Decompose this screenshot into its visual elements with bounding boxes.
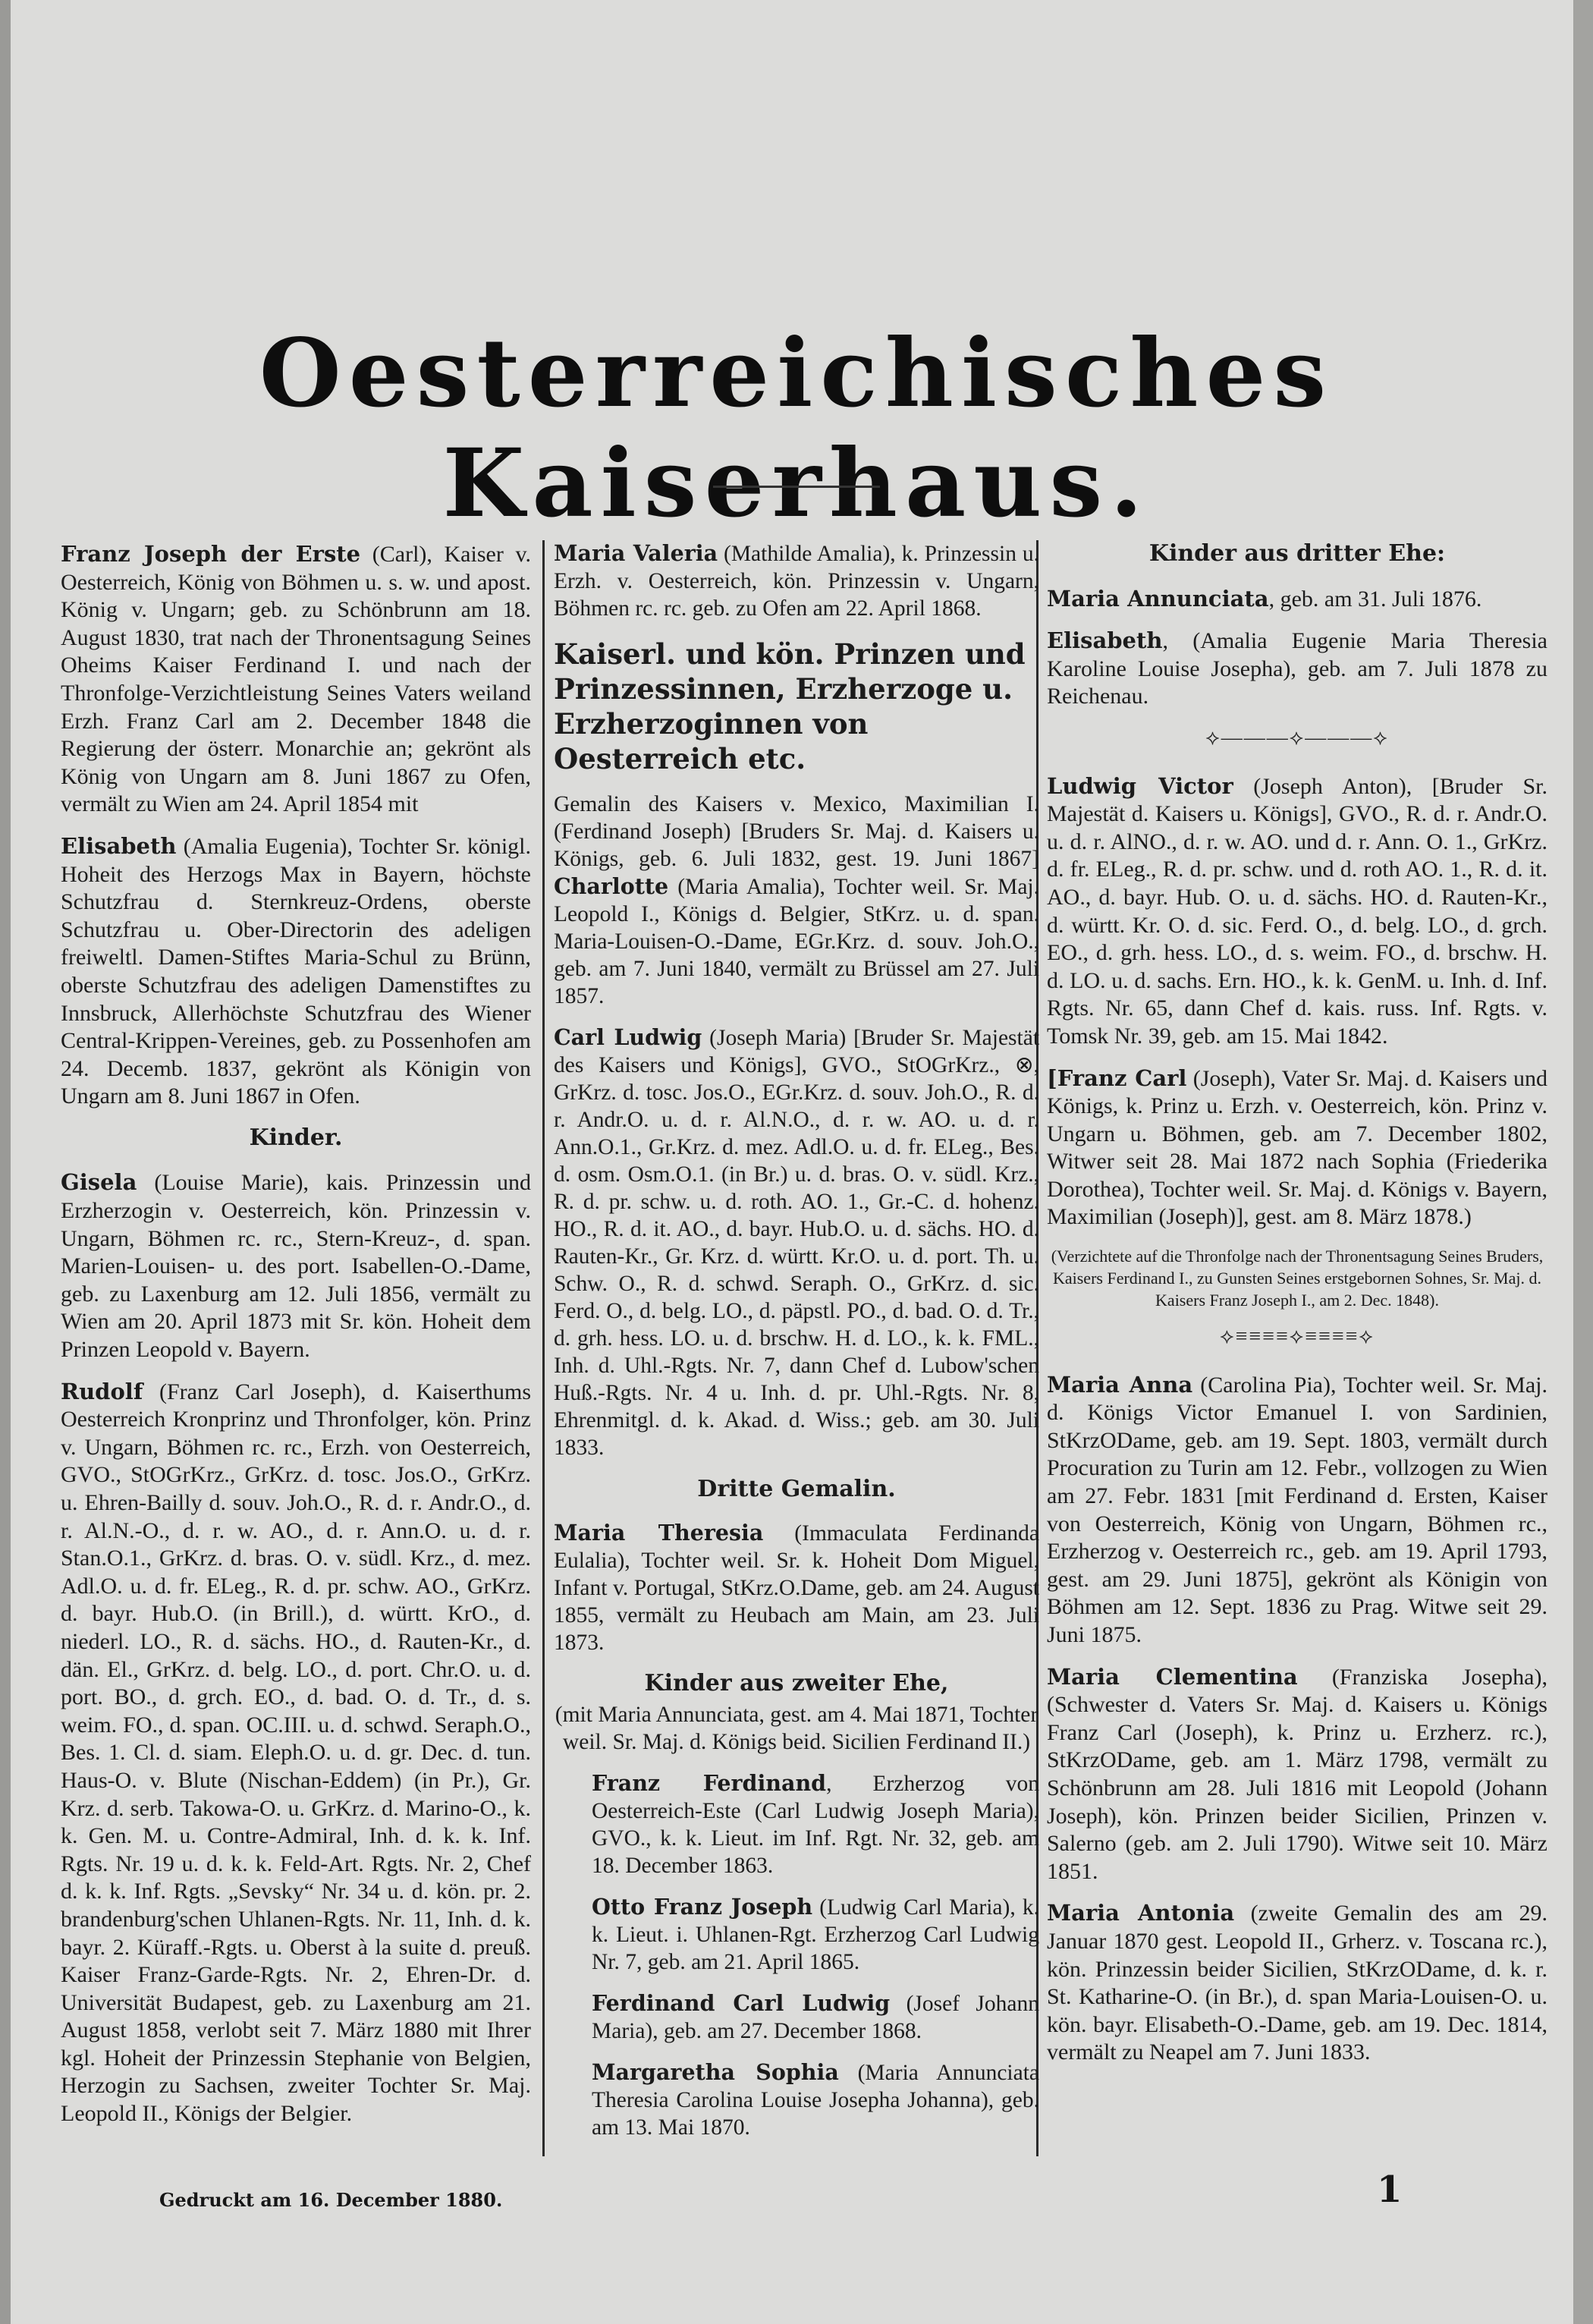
print-date-footer: Gedruckt am 16. December 1880.: [159, 2189, 503, 2211]
column-1: [61, 540, 531, 2142]
entry-maria-valeria: Maria Valeria (Mathilde Amalia), k. Prinzessin u. Erzh. v. Oesterreich, kön. Prinzessin v. Ungarn, Böhmen rc. rc. geb. zu Ofen am 22. April 1868.: [554, 540, 1040, 621]
section-heading-dritte-gemalin: Dritte Gemalin.: [697, 1475, 896, 1502]
entry-ludwig-victor: Ludwig Victor (Joseph Anton), [Bruder Sr. Majestät d. Kaisers u. Königs], GVO., R. d. r. Andr.O. u. d. r. AlNO., d. r. w. AO. und d. r. Ann. O. 1., GrKrz. d. fr. ELeg., R. d. pr. schw. und d. roth AO. 1., R. d. it. AO., d. bayr. Hub. O. u. d. sächs. HO. d. Rauten-Kr., d. württ. Kr. O. d. sic. Ferd. O., d. belg. LO., d. grch. EO., d. grh. hess. LO., d. s. weim. FO., d. brschw. H. d. LO. u. d. sachs. Ern. HO., k. k. GenM. u. Inh. d. Inf. Rgts. Nr. 65, dann Chef d. kais. russ. Inf. Rgts. v. Tomsk Nr. 39, geb. am 15. Mai 1842.: [1047, 772, 1548, 1049]
page-title: Oesterreichisches Kaiserhaus.: [259, 319, 1334, 539]
entry-carl-ludwig: Carl Ludwig (Joseph Maria) [Bruder Sr. Majestät des Kaisers und Königs], GVO., StOGrKrz., ⊗, GrKrz. d. tosc. Jos.O., EGr.Krz. d. souv. Joh.O., R. d. r. Andr.O. u. d. r. Al.N.O., d. r. w. AO. u. d. r. Ann.O.1., Gr.Krz. d. mez. Adl.O. u. d. fr. ELeg., Bes. d. osm. Osm.O.1. (in Br.) u. d. bras. O. v. südl. Krz., R. d. pr. schw. u. d. roth. AO. 1., Gr.-C. d. hohenz. HO., R. d. it. AO., d. bayr. Hub.O. u. d. sächs. HO. d. Rauten-Kr., Gr. Krz. d. württ. Kr.O. u. d. port. Th. u. Schw. O., R. d. schwd. Seraph. O., GrKrz. d. sic. Ferd. O., d. belg. LO., d. päpstl. PO., d. bad. O. d. Tr., d. grh. hess. LO. u. d. brschw. H. d. LO., k. k. FML., Inh. d. Uhl.-Rgts. Nr. 7, dann Chef d. Lubow'schen Huß.-Rgts. Nr. 4 u. Inh. d. pr. Uhl.-Rgts. Nr. 8, Ehrenmitgl. d. k. Akad. d. Wiss.; geb. am 30. Juli 1833.: [554, 1024, 1040, 1460]
ornament-divider: ⟡———⟡———⟡: [1205, 725, 1389, 750]
section-heading-dritter-ehe: Kinder aus dritter Ehe:: [1148, 540, 1446, 567]
franz-carl-note: (Verzichtete auf die Thronfolge nach der Thronentsagung Seines Bruders, Kaisers Ferdinand I., zu Gunsten Seines erstgebornen Sohnes, Sr. Maj. d. Kaisers Franz Joseph I., am 2. Dec. 1848).: [1051, 1247, 1544, 1310]
column-2: [554, 540, 1039, 2156]
entry-rudolf: Rudolf (Franz Carl Joseph), d. Kaiserthums Oesterreich Kronprinz und Thronfolger, kön. Prinz v. Ungarn, Böhmen rc. rc., Erzh. von Oesterreich, GVO., StOGrKrz., GrKrz. d. tosc. Jos.O., GrKrz. u. Ehren-Bailly d. souv. Joh.O., R. d. r. Andr.O., d. r. Al.N.-O., d. r. w. AO., d. r. Ann.O. u. d. r. Stan.O.1., GrKrz. d. bras. O. v. südl. Krz., d. mez. Adl.O. u. d. fr. ELeg., R. d. pr. schw. AO., GrKrz. d. bayr. Hub.O. (in Brill.), d. württ. KrO., d. niederl. LO., R. d. sächs. HO., d. Rauten-Kr., d. dän. El., GrKrz. d. belg. LO., d. port. Chr.O. u. d. port. BO., d. grch. EO., d. bad. O. d. Tr., d. s. weim. FO., d. span. OC.III. u. d. schwd. Seraph.O., Bes. 1. Cl. d. siam. Eleph.O. u. d. gr. Dec. d. tun. Haus-O. v. Blute (Nischan-Eddem) (in Pr.), Gr. Krz. d. serb. Takowa-O. u. GrKrz. d. Marino-O., k. k. Gen. M. u. Contre-Admiral, Inh. d. k. k. Inf. Rgts. Nr. 19 u. d. k. k. Feld-Art. Rgts. Nr. 2, Chef d. k. k. Inf. Rgts. „Sevsky“ Nr. 34 u. d. kön. pr. 2. brandenburg'schen Uhlanen-Rgts. Nr. 11, Inh. d. k. bayr. 2. Küraff.-Rgts. u. Oberst à la suite d. preuß. Kaiser Franz-Garde-Rgts. Nr. 2, Ehren-Dr. d. Universität Budapest, geb. zu Laxenburg am 21. August 1858, verlobt seit 7. März 1880 mit Ihrer kgl. Hoheit der Prinzessin Stephanie von Belgien, Herzogin zu Sachsen, zweiter Tochter Sr. Maj. Leopold II., Königs der Belgier.: [61, 1378, 532, 2127]
section-heading-prinzen: Kaiserl. und kön. Prinzen und Prinzessinnen, Erzherzoge u. Erzherzoginnen von Oesterreich etc.: [554, 637, 1026, 775]
entry-charlotte: Gemalin des Kaisers v. Mexico, Maximilian I. (Ferdinand Joseph) [Bruders Sr. Maj. d. Kaisers u. Königs, geb. 6. Juli 1832, gest. 19. Juni 1867] Charlotte (Maria Amalia), Tochter weil. Sr. Maj. Leopold I., Königs d. Belgier, StKrz. u. d. span. Maria-Louisen-O.-Dame, EGr.Krz. d. souv. Joh.O., geb. am 7. Juni 1840, vermält zu Brüssel am 27. Juli 1857.: [554, 791, 1039, 1008]
entry-maria-annunciata: Maria Annunciata, geb. am 31. Juli 1876.: [1047, 585, 1482, 612]
entry-maria-anna: Maria Anna (Carolina Pia), Tochter weil. Sr. Maj. d. Königs Victor Emanuel I. von Sardinien, StKrzODame, geb. am 19. Sept. 1803, vermält durch Procuration zu Turin am 12. Febr., vollzogen zu Wien am 27. Febr. 1831 [mit Ferdinand d. Ersten, Kaiser von Oesterreich, König von Ungarn, Böhmen rc., Erzherzog v. Oesterreich rc., geb. am 19. April 1793, gest. am 29. Juni 1875], gekrönt als Königin von Böhmen am 12. Sept. 1836 zu Prag. Witwe seit 29. Juni 1875.: [1047, 1371, 1547, 1647]
section-heading-kinder: Kinder.: [249, 1124, 343, 1151]
title-rule: [713, 486, 880, 488]
entry-franz-ferdinand: Franz Ferdinand, Erzherzog von Oesterreich-Este (Carl Ludwig Joseph Maria), GVO., k. k. Lieut. im Inf. Rgt. Nr. 32, geb. am 18. December 1863.: [592, 1770, 1039, 1879]
entry-margaretha-sophia: Margaretha Sophia (Maria Annunciata Theresia Carolina Louise Josepha Johanna), geb. am 13. Mai 1870.: [592, 2059, 1039, 2140]
page-number: 1: [1377, 2168, 1403, 2211]
ornament-divider-2: ⟡≡≡≡≡⟡≡≡≡≡⟡: [1220, 1325, 1375, 1349]
entry-franz-joseph: Franz Joseph der Erste (Carl), Kaiser v. Oesterreich, König von Böhmen u. s. w. und apost. König v. Ungarn; geb. zu Schönbrunn am 18. August 1830, trat nach der Thronentsagung Seines Oheims Kaiser Ferdinand I. und nach der Thronfolge-Verzichtleistung Seines Vaters weiland Erzh. Franz Carl am 2. December 1848 die Regierung der österr. Monarchie an; gekrönt als König von Ungarn am 8. Juni 1867 zu Ofen, vermält zu Wien am 24. April 1854 mit: [61, 541, 531, 817]
zweite-ehe-note: (mit Maria Annunciata, gest. am 4. Mai 1871, Tochter weil. Sr. Maj. d. Königs beid. Sicilien Ferdinand II.): [555, 1703, 1038, 1755]
entry-elisabeth: Elisabeth (Amalia Eugenia), Tochter Sr. königl. Hoheit des Herzogs Max in Bayern, höchste Schutzfrau d. Sternkreuz-Ordens, oberste Schutzfrau u. Ober-Directorin des adeligen freiweltl. Damen-Stiftes Maria-Schul zu Brünn, oberste Schutzfrau des adeligen Damenstiftes zu Innsbruck, Allerhöchste Schutzfrau des Wiener Central-Krippen-Vereines, geb. zu Possenhofen am 24. Decemb. 1837, gekrönt als Königin von Ungarn am 8. Juni 1867 in Ofen.: [61, 832, 532, 1109]
entry-ferdinand-carl-ludwig: Ferdinand Carl Ludwig (Josef Johann Maria), geb. am 27. December 1868.: [592, 1990, 1039, 2044]
column-3: [1047, 540, 1547, 2080]
entry-franz-carl: [Franz Carl (Joseph), Vater Sr. Maj. d. Kaisers und Königs, k. Prinz u. Erzh. v. Oesterreich, kön. Prinz v. Ungarn u. Böhmen, geb. am 7. December 1802, Witwer seit 28. Mai 1872 nach Sophia (Friederika Dorothea), Tochter weil. Sr. Maj. d. Königs v. Bayern, Maximilian (Joseph)], gest. am 8. März 1878.): [1047, 1065, 1548, 1230]
entry-maria-antonia: Maria Antonia (zweite Gemalin des am 29. Januar 1870 gest. Leopold II., Grherz. v. Toscana rc.), kön. Prinzessin beider Sicilien, StKrzODame, d. k. r. St. Katharine-O. (in Br.), d. span Maria-Louisen-O. u. kön. bayr. Elisabeth-O.-Dame, geb. am 19. Dec. 1814, vermält zu Neapel am 7. Juni 1833.: [1047, 1900, 1547, 2065]
entry-elisabeth-2: Elisabeth, (Amalia Eugenie Maria Theresia Karoline Louise Josepha), geb. am 7. Juli 1878 zu Reichenau.: [1047, 627, 1547, 709]
section-heading-zweite-ehe: Kinder aus zweiter Ehe,: [644, 1670, 949, 1697]
entry-maria-theresia: Maria Theresia (Immaculata Ferdinanda Eulalia), Tochter weil. Sr. k. Hoheit Dom Miguel, Infant v. Portugal, StKrz.O.Dame, geb. am 24. August 1855, vermält zu Heubach am Main, am 23. Juli 1873.: [554, 1519, 1039, 1655]
entry-otto: Otto Franz Joseph (Ludwig Carl Maria), k. k. Lieut. i. Uhlanen-Rgt. Erzherzog Carl Ludwig Nr. 7, geb. am 21. April 1865.: [592, 1894, 1040, 1975]
entry-gisela: Gisela (Louise Marie), kais. Prinzessin und Erzherzogin v. Oesterreich, kön. Prinzessin v. Ungarn, Böhmen rc. rc., Stern-Kreuz-, d. span. Marien-Louisen- u. des port. Isabellen-O.-Dame, geb. zu Laxenburg am 12. Juli 1856, vermält zu Wien am 20. April 1873 mit Sr. kön. Hoheit dem Prinzen Leopold v. Bayern.: [61, 1169, 532, 1363]
entry-maria-clementina: Maria Clementina (Franziska Josepha), (Schwester d. Vaters Sr. Maj. d. Kaisers u. Königs Franz Carl (Joseph), k. Prinz u. Erzherz. rc.), StKrzODame, geb. am 1. März 1798, vermält zu Schönbrunn am 28. Juli 1816 mit Leopold (Johann Joseph), kön. Prinzen beider Sicilien, Prinzen v. Salerno (geb. am 2. Juli 1790). Witwe seit 10. März 1851.: [1047, 1663, 1547, 1884]
column-divider-left: [542, 540, 545, 2156]
